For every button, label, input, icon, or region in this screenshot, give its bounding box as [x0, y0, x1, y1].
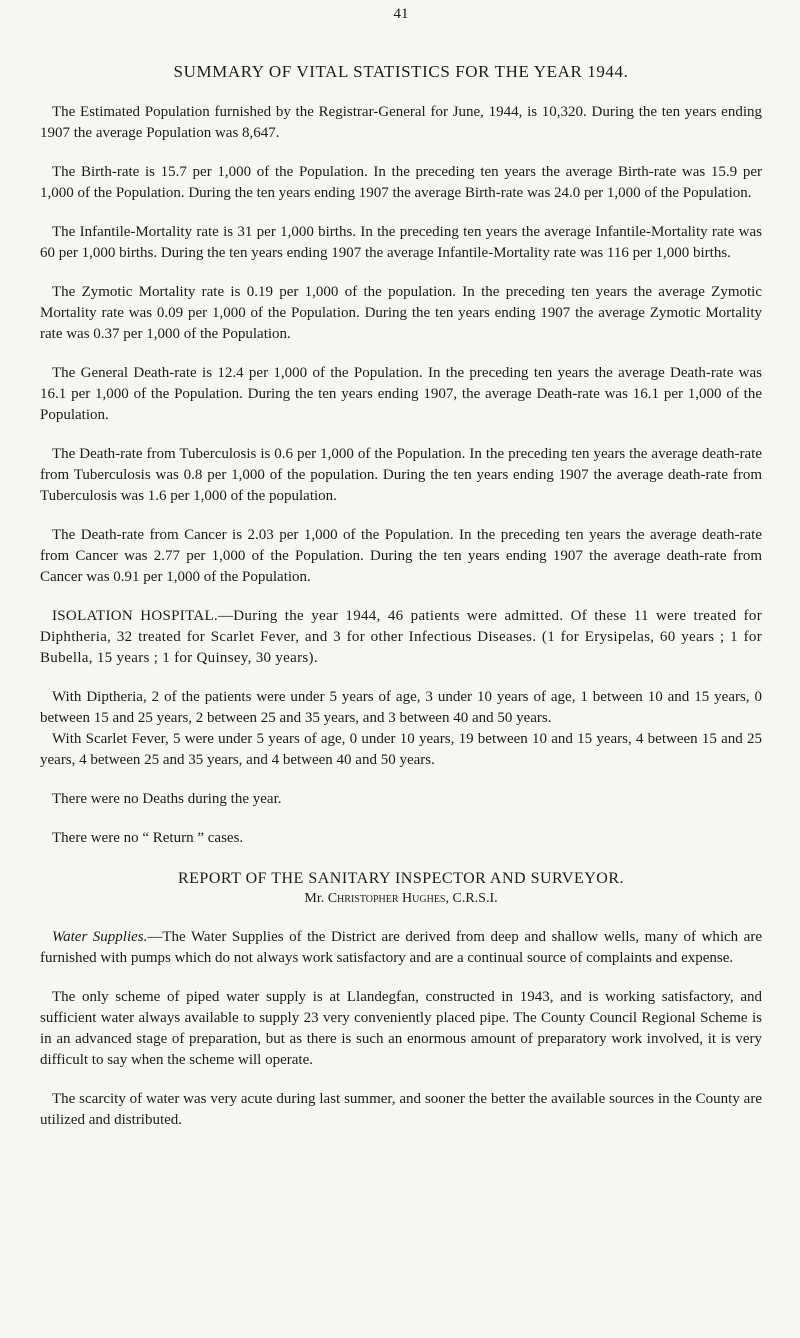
general-death-rate-paragraph: The General Death-rate is 12.4 per 1,000 of the Population. In the preceding ten years the average Death-rate was 16.1 per 1,000 of the Population. During the ten years ending 1907, the average Death-rate was 16.1 per 1,000 of the Population.: [40, 365, 762, 423]
page-title: SUMMARY OF VITAL STATISTICS FOR THE YEAR 1944.: [173, 62, 629, 81]
report-heading: REPORT OF THE SANITARY INSPECTOR AND SURVEYOR.: [177, 870, 625, 887]
byline-title: Mr.: [304, 891, 325, 906]
no-deaths-paragraph: There were no Deaths during the year.: [52, 791, 282, 807]
infantile-mortality-paragraph: The Infantile-Mortality rate is 31 per 1,000 births. In the preceding ten years the average Infantile-Mortality rate was 60 per 1,000 births. During the ten years ending 1907 the average Infantile-Mortality rate was 116 per 1,000 births.: [40, 224, 762, 261]
water-supplies-paragraph: [40, 927, 762, 969]
zymotic-mortality-paragraph: The Zymotic Mortality rate is 0.19 per 1,000 of the population. In the preceding ten years the average Zymotic Mortality rate was 0.09 per 1,000 of the Population. During the ten years ending 1907 the average Zymotic Mortality rate was 0.37 per 1,000 of the Population.: [40, 284, 762, 342]
tuberculosis-paragraph: The Death-rate from Tuberculosis is 0.6 per 1,000 of the Population. In the preceding ten years the average death-rate from Tuberculosis was 0.8 per 1,000 of the population. During the ten years ending 1907 the average death-rate from Tuberculosis was 1.6 per 1,000 of the population.: [40, 446, 762, 504]
water-supplies-lead: Water Supplies.: [52, 929, 148, 945]
population-paragraph: The Estimated Population furnished by the Registrar-General for June, 1944, is 10,320. During the ten years ending 1907 the average Population was 8,647.: [40, 104, 762, 141]
diptheria-paragraph: With Diptheria, 2 of the patients were under 5 years of age, 3 under 10 years of age, 1 between 10 and 15 years, 0 between 15 and 25 years, 2 between 25 and 35 years, and 3 between 40 and 50 years.: [40, 689, 762, 726]
piped-water-paragraph: The only scheme of piped water supply is at Llandegfan, constructed in 1943, and is working satisfactory, and sufficient water always available to supply 23 very conveniently placed pipe. The County Council Regional Scheme is in an advanced stage of preparation, but as there is such an enormous amount of preparatory work involved, it is very difficult to say when the scheme will operate.: [40, 989, 762, 1068]
page-number: 41: [393, 6, 409, 22]
isolation-hospital-paragraph: ISOLATION HOSPITAL.—During the year 1944, 46 patients were admitted. Of these 11 were treated for Diphtheria, 32 treated for Scarlet Fever, and 3 for other Infectious Diseases. (1 for Erysipelas, 60 years ; 1 for Bubella, 15 years ; 1 for Quinsey, 30 years).: [40, 608, 762, 666]
byline-name: Christopher Hughes: [327, 891, 446, 906]
no-return-paragraph: There were no “ Return ” cases.: [52, 830, 244, 846]
water-supplies-text: —The Water Supplies of the District are derived from deep and shallow wells, many of which are furnished with pumps which do not always work satisfactory and are a continual source of complaints and expense.: [40, 929, 762, 966]
cancer-paragraph: The Death-rate from Cancer is 2.03 per 1,000 of the Population. In the preceding ten years the average death-rate from Cancer was 2.77 per 1,000 of the Population. During the ten years ending 1907 the average death-rate from Cancer was 0.91 per 1,000 of the Population.: [40, 527, 762, 585]
scarlet-fever-paragraph: With Scarlet Fever, 5 were under 5 years of age, 0 under 10 years, 19 between 10 and 15 years, 4 between 15 and 25 years, 4 between 25 and 35 years, and 4 between 40 and 50 years.: [40, 731, 762, 768]
birth-rate-paragraph: The Birth-rate is 15.7 per 1,000 of the Population. In the preceding ten years the average Birth-rate was 15.9 per 1,000 of the Population. During the ten years ending 1907 the average Birth-rate was 24.0 per 1,000 of the Population.: [40, 164, 762, 201]
byline-qualification: , C.R.S.I.: [445, 891, 498, 906]
water-scarcity-paragraph: The scarcity of water was very acute during last summer, and sooner the better the available sources in the County are utilized and distributed.: [40, 1091, 762, 1128]
report-byline: [40, 889, 762, 909]
